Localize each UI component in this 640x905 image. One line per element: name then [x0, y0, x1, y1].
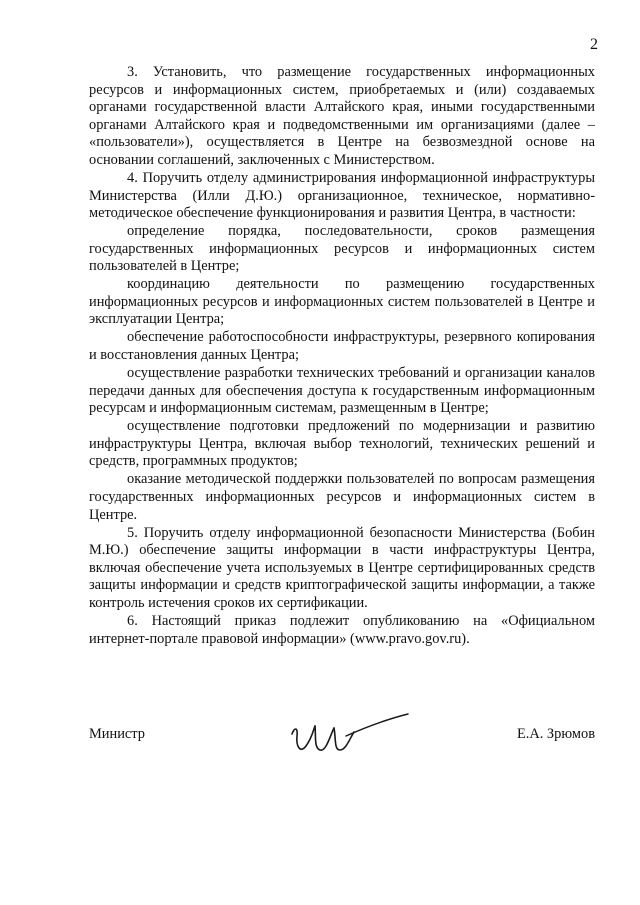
paragraph-4-item-4: осуществление разработки технических требований и организации каналов передачи данных для обеспечения доступа к государственным информационным ресурсам и информационным системам, размещенным в Центре; — [89, 365, 595, 417]
page-number: 2 — [590, 36, 598, 53]
document-body — [89, 64, 595, 648]
paragraph-4: 4. Поручить отделу администрирования информационной инфраструктуры Министерства (Илли Д.Ю.) организационное, техническое, нормативно-методическое обеспечение функционирования и развития Центра, в частности: — [89, 169, 595, 222]
paragraph-3: 3. Установить, что размещение государственных информационных ресурсов и информационных систем, приобретаемых и (или) создаваемых органами государственной власти Алтайского края, иными государственными органами Алтайского края и подведомственными им организациями (далее – «пользователи»), осуществляется в Центре на безвозмездной основе на основании соглашений, заключенных с Министерством. — [89, 64, 595, 168]
paragraph-6: 6. Настоящий приказ подлежит опубликованию на «Официальном интернет-портале правовой информации» (www.pravo.gov.ru). — [89, 612, 595, 647]
signatory-name: Е.А. Зрюмов — [516, 726, 595, 742]
paragraph-5: 5. Поручить отделу информационной безопасности Министерства (Бобин М.Ю.) обеспечение защиты информации в части инфраструктуры Центра, включая обеспечение учета используемых в Центре сертифицированных средств защиты информации и средств криптографической защиты информации, а также контроль истечения сроков их сертификации. — [89, 524, 595, 611]
paragraph-4-item-2: координацию деятельности по размещению государственных информационных ресурсов и информационных систем пользователей в Центре и эксплуатации Центра; — [89, 276, 595, 328]
paragraph-4-item-5: осуществление подготовки предложений по модернизации и развитию инфраструктуры Центра, включая выбор технологий, технических решений и средств, программных продуктов; — [89, 418, 595, 470]
paragraph-4-item-6: оказание методической поддержки пользователей по вопросам размещения государственных информационных ресурсов и информационных систем в Центре. — [89, 471, 595, 523]
handwritten-signature — [284, 706, 414, 766]
signatory-title: Министр — [89, 726, 145, 742]
paragraph-4-item-1: определение порядка, последовательности, сроков размещения государственных информационных ресурсов и информационных систем пользователей в Центре; — [89, 223, 595, 275]
paragraph-4-item-3: обеспечение работоспособности инфраструктуры, резервного копирования и восстановления данных Центра; — [89, 329, 595, 364]
signature-block — [89, 716, 595, 776]
